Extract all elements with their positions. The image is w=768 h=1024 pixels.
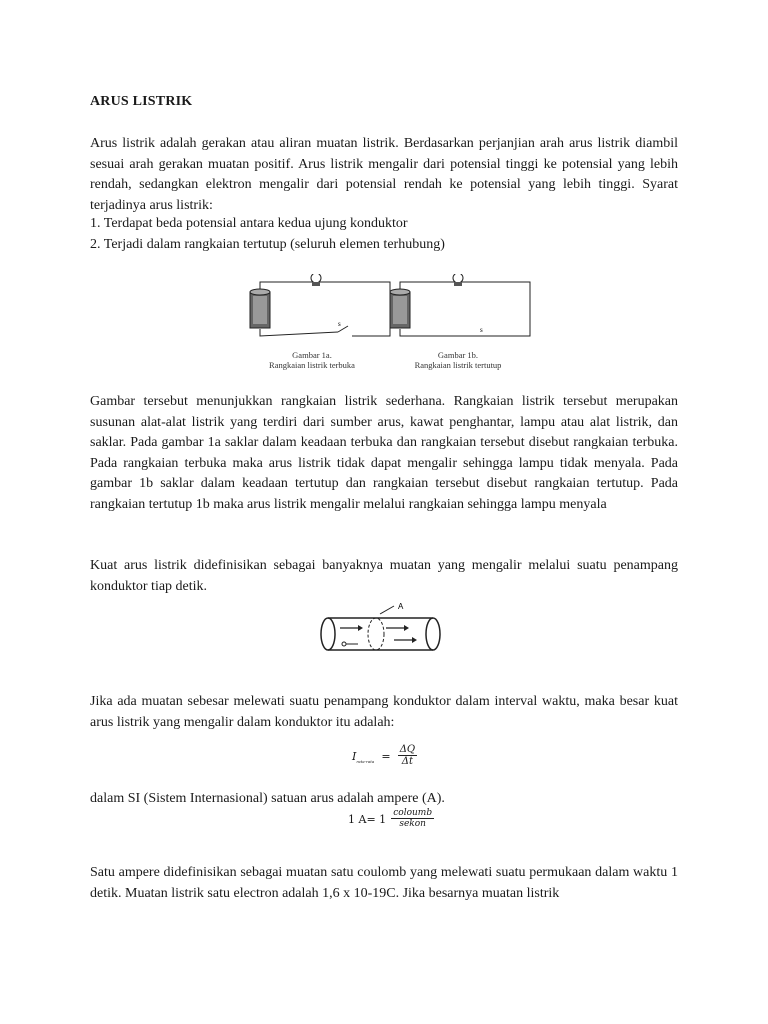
eq1-denominator: Δt xyxy=(401,756,414,767)
lamp-icon xyxy=(311,274,321,283)
caption-b-2: Rangkaian listrik tertutup xyxy=(414,360,502,370)
eq2-lhs: 1 A= 1 xyxy=(348,813,387,826)
intro-paragraph: Arus listrik adalah gerakan atau aliran muatan listrik. Berdasarkan perjanjian arah arus listrik diambil sesuai arah gerakan muatan positif. Arus listrik mengalir dari potensial tinggi ke potensial yang lebih rendah, sedangkan elektron mengalir dari potensial rendah ke potensial yang lebih tinggi. Syarat terjadinya arus listrik: xyxy=(90,136,678,213)
area-label: A xyxy=(398,602,404,611)
eq2-numerator: coloumb xyxy=(393,808,433,818)
condition-1: 1. Terdapat beda potensial antara kedua ujung konduktor xyxy=(90,216,408,231)
caption-b-1: Gambar 1b. xyxy=(437,350,479,360)
circuit-b xyxy=(390,274,530,370)
eq1-lhs: I xyxy=(352,750,357,763)
eq1-numerator: ΔQ xyxy=(399,744,416,755)
ampere-definition: Satu ampere didefinisikan sebagai muatan satu coulomb yang melewati suatu permukaan dalam waktu 1 detik. Muatan listrik satu electron adalah 1,6 x 10-19C. Jika besarnya muatan listrik xyxy=(90,865,678,901)
switch-label-b: s xyxy=(480,326,483,334)
page-title: ARUS LISTRIK xyxy=(90,94,193,109)
eq1-subscript: rata-rata xyxy=(356,759,375,764)
current-equation xyxy=(352,744,432,778)
eq2-denominator: sekon xyxy=(399,819,426,829)
si-unit-line: dalam SI (Sistem Internasional) satuan arus adalah ampere (A). xyxy=(90,791,445,806)
circuit-explanation: Gambar tersebut menunjukkan rangkaian listrik sederhana. Rangkaian listrik tersebut merupakan susunan alat-alat listrik yang terdiri dari sumber arus, kawat penghantar, lampu atau alat listrik, dan saklar. Pada gambar 1a saklar dalam keadaan terbuka dan rangkaian tersebut disebut rangkaian terbuka. Pada rangkaian terbuka maka arus listrik tidak dapat mengalir sehingga lampu tidak menyala. Pada gambar 1b saklar dalam keadaan tertutup dan rangkaian tersebut disebut rangkaian tertutup. Pada rangkaian tertutup 1b maka arus listrik mengalir melalui rangkaian sehingga lampu menyala xyxy=(90,394,678,512)
current-definition: Kuat arus listrik didefinisikan sebagai banyaknya muatan yang mengalir melalui suatu penampang konduktor tiap detik. xyxy=(90,558,678,594)
eq1-fraction xyxy=(398,744,417,767)
eq2-fraction xyxy=(391,808,434,829)
caption-a-2: Rangkaian listrik terbuka xyxy=(269,360,355,370)
circuit-figure xyxy=(240,274,600,384)
lamp-icon xyxy=(453,274,463,283)
conductor-figure xyxy=(318,600,448,662)
current-formula-intro: Jika ada muatan sebesar melewati suatu penampang konduktor dalam interval waktu, maka besar kuat arus listrik yang mengalir dalam konduktor itu adalah: xyxy=(90,694,678,730)
eq1-equals: = xyxy=(381,750,391,763)
condition-2: 2. Terjadi dalam rangkaian tertutup (seluruh elemen terhubung) xyxy=(90,237,445,252)
ampere-equation xyxy=(348,808,438,842)
circuit-a xyxy=(250,274,390,370)
switch-label-a: s xyxy=(338,320,341,328)
caption-a-1: Gambar 1a. xyxy=(292,350,332,360)
